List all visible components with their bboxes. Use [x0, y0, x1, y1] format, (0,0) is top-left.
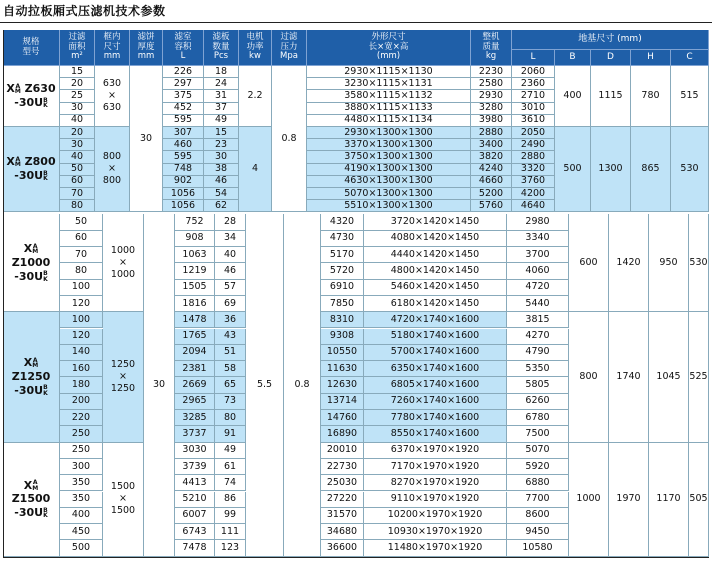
table-row-weight: 4660: [471, 176, 512, 188]
table-row-volume: 460: [163, 139, 204, 151]
header-model: 规格 型号: [3, 30, 60, 66]
table-row-plates: 49: [215, 443, 246, 459]
table-row-weight: 16890: [321, 426, 364, 442]
table-row-size: 4190×1300×1300: [307, 164, 471, 176]
table-row-weight: 5200: [471, 188, 512, 200]
table-row-l: 4060: [507, 263, 569, 279]
table-row-plates: 57: [215, 280, 246, 296]
header-frame-size: 框内 尺寸 mm: [95, 30, 130, 66]
table-row-plates: 73: [215, 394, 246, 410]
table-row-l: 3610: [512, 115, 555, 127]
table-row-l: 5920: [507, 459, 569, 475]
table-row-l: 5350: [507, 361, 569, 377]
frame-size-1: 800 × 800: [95, 127, 130, 212]
table-row-plates: 61: [215, 459, 246, 475]
table-row-plates: 24: [204, 78, 239, 90]
table-row-size: 4440×1420×1450: [364, 247, 507, 263]
table-row-weight: 2930: [471, 90, 512, 102]
foundation-d-1: 1300: [591, 127, 631, 212]
table-row-l: 4790: [507, 345, 569, 361]
table-row-volume: 1478: [175, 312, 215, 328]
table-row-area: 60: [60, 176, 95, 188]
header-motor-power: 电机 功率 kw: [239, 30, 272, 66]
table-row-size: 4720×1740×1600: [364, 312, 507, 328]
table-row-weight: 34680: [321, 524, 364, 540]
table-row-weight: 25030: [321, 475, 364, 491]
table-row-volume: 595: [163, 115, 204, 127]
table-row-plates: 99: [215, 508, 246, 524]
table-row-area: 70: [60, 188, 95, 200]
table-row-size: 4080×1420×1450: [364, 231, 507, 247]
table-row-size: 8270×1970×1920: [364, 475, 507, 491]
table-row-area: 80: [60, 200, 95, 212]
model-name-1: [3, 127, 60, 212]
table-row-plates: 69: [215, 296, 246, 312]
table-row-size: 10930×1970×1920: [364, 524, 507, 540]
table-row-size: 5510×1300×1300: [307, 200, 471, 212]
table-row-area: 180: [60, 377, 103, 393]
foundation-c-4: 505: [689, 443, 709, 557]
table-row-l: 2060: [512, 66, 555, 78]
table-row-plates: 58: [215, 361, 246, 377]
table-row-volume: 1505: [175, 280, 215, 296]
table-row-weight: 5760: [471, 200, 512, 212]
motor-power-bottom: 5.5: [246, 214, 284, 556]
bottom-border: [3, 557, 709, 558]
table-row-plates: 62: [204, 200, 239, 212]
table-row-area: 50: [60, 214, 103, 230]
table-row-area: 20: [60, 127, 95, 139]
foundation-h-4: 1170: [649, 443, 689, 557]
table-row-l: 10580: [507, 540, 569, 556]
foundation-h-1: 865: [631, 127, 671, 212]
table-row-size: 2930×1115×1130: [307, 66, 471, 78]
table-row-size: 9110×1970×1920: [364, 492, 507, 508]
table-row-size: 8550×1740×1600: [364, 426, 507, 442]
table-row-size: 6180×1420×1450: [364, 296, 507, 312]
table-row-plates: 111: [215, 524, 246, 540]
table-row-l: 3010: [512, 103, 555, 115]
table-row-l: 3320: [512, 164, 555, 176]
table-row-volume: 452: [163, 103, 204, 115]
table-row-l: 6780: [507, 410, 569, 426]
table-row-l: 6880: [507, 475, 569, 491]
table-row-weight: 2580: [471, 78, 512, 90]
table-row-l: 7700: [507, 492, 569, 508]
model-name-0: [3, 66, 60, 127]
table-row-l: 2360: [512, 78, 555, 90]
table-row-plates: 123: [215, 540, 246, 556]
foundation-b-4: 1000: [569, 443, 609, 557]
table-row-size: 7170×1970×1920: [364, 459, 507, 475]
foundation-c-1: 530: [671, 127, 709, 212]
table-row-area: 40: [60, 115, 95, 127]
foundation-d-2: 1420: [609, 214, 649, 312]
table-row-weight: 3980: [471, 115, 512, 127]
table-row-l: 7500: [507, 426, 569, 442]
table-row-area: 300: [60, 459, 103, 475]
table-row-l: 5070: [507, 443, 569, 459]
table-row-area: 220: [60, 410, 103, 426]
model-name-3: [3, 312, 60, 442]
filter-pressure-bottom: 0.8: [284, 214, 321, 556]
table-row-size: 3880×1115×1133: [307, 103, 471, 115]
table-row-weight: 11630: [321, 361, 364, 377]
table-row-area: 60: [60, 231, 103, 247]
table-row-volume: 2669: [175, 377, 215, 393]
table-row-plates: 46: [215, 263, 246, 279]
table-row-volume: 1816: [175, 296, 215, 312]
table-row-l: 4720: [507, 280, 569, 296]
table-row-weight: 8310: [321, 312, 364, 328]
foundation-b-0: 400: [555, 66, 591, 127]
table-row-area: 70: [60, 247, 103, 263]
motor-power-1: 4: [239, 127, 272, 212]
table-row-size: 4480×1115×1134: [307, 115, 471, 127]
table-row-volume: 595: [163, 151, 204, 163]
table-row-l: 9450: [507, 524, 569, 540]
model-line1: X A M Z630: [6, 82, 56, 96]
table-row-volume: 7478: [175, 540, 215, 556]
table-row-volume: 4413: [175, 475, 215, 491]
table-row-size: 4800×1420×1450: [364, 263, 507, 279]
model-name-4: [3, 443, 60, 557]
table-row-volume: 6743: [175, 524, 215, 540]
header-thickness: 滤饼 厚度 mm: [130, 30, 163, 66]
table-row-area: 350: [60, 475, 103, 491]
table-row-weight: 5720: [321, 263, 364, 279]
model-line2: -30U B K: [14, 269, 48, 283]
table-row-area: 200: [60, 394, 103, 410]
table-row-volume: 2094: [175, 345, 215, 361]
table-row-weight: 31570: [321, 508, 364, 524]
table-row-size: 3230×1115×1131: [307, 78, 471, 90]
foundation-c-3: 525: [689, 312, 709, 442]
model-line2: -30U B K: [14, 169, 48, 183]
table-row-volume: 3285: [175, 410, 215, 426]
table-row-weight: 22730: [321, 459, 364, 475]
table-row-volume: 375: [163, 90, 204, 102]
table-row-l: 4640: [512, 200, 555, 212]
table-row-plates: 74: [215, 475, 246, 491]
table-row-weight: 20010: [321, 443, 364, 459]
header-foundation-l: L: [512, 50, 555, 66]
model-line2: -30U B K: [14, 383, 48, 397]
title-divider: [0, 22, 712, 23]
table-row-size: 5070×1300×1300: [307, 188, 471, 200]
filter-pressure-top: 0.8: [272, 66, 307, 212]
table-row-volume: 3739: [175, 459, 215, 475]
table-row-plates: 18: [204, 66, 239, 78]
header-foundation-c: C: [671, 50, 709, 66]
header-foundation-size: 地基尺寸 (mm): [512, 30, 709, 50]
frame-size-0: 630 × 630: [95, 66, 130, 127]
header-plate-count: 滤板 数量 Pcs: [204, 30, 239, 66]
table-row-area: 400: [60, 508, 103, 524]
table-row-size: 10200×1970×1920: [364, 508, 507, 524]
table-row-weight: 10550: [321, 345, 364, 361]
table-row-volume: 1765: [175, 329, 215, 345]
page-title: 自动拉板厢式压滤机技术参数: [3, 4, 166, 18]
table-row-l: 5805: [507, 377, 569, 393]
frame-size-4: 1500 × 1500: [103, 443, 144, 557]
model-line2: -30U B K: [14, 96, 48, 109]
foundation-b-1: 500: [555, 127, 591, 212]
header-foundation-h: H: [631, 50, 671, 66]
table-row-area: 350: [60, 492, 103, 508]
table-row-plates: 51: [215, 345, 246, 361]
table-row-area: 160: [60, 361, 103, 377]
table-row-size: 3580×1115×1132: [307, 90, 471, 102]
table-row-volume: 307: [163, 127, 204, 139]
table-row-area: 250: [60, 443, 103, 459]
table-row-area: 15: [60, 66, 95, 78]
table-row-plates: 36: [215, 312, 246, 328]
model-line2: -30U B K: [14, 506, 48, 520]
header-filter-pressure: 过滤 压力 Mpa: [272, 30, 307, 66]
table-row-weight: 12630: [321, 377, 364, 393]
table-row-l: 3700: [507, 247, 569, 263]
table-row-l: 3815: [507, 312, 569, 328]
table-row-plates: 65: [215, 377, 246, 393]
table-row-plates: 54: [204, 188, 239, 200]
table-row-size: 5700×1740×1600: [364, 345, 507, 361]
table-row-l: 8600: [507, 508, 569, 524]
foundation-h-0: 780: [631, 66, 671, 127]
table-row-size: 5180×1740×1600: [364, 329, 507, 345]
table-row-l: 2980: [507, 214, 569, 230]
table-row-volume: 226: [163, 66, 204, 78]
table-row-weight: 4320: [321, 214, 364, 230]
table-row-size: 3370×1300×1300: [307, 139, 471, 151]
table-row-plates: 37: [204, 103, 239, 115]
table-row-weight: 4240: [471, 164, 512, 176]
filter-thickness-top: 30: [130, 66, 163, 212]
table-row-weight: 9308: [321, 329, 364, 345]
foundation-b-2: 600: [569, 214, 609, 312]
table-row-size: 6350×1740×1600: [364, 361, 507, 377]
table-row-plates: 30: [204, 151, 239, 163]
table-row-area: 500: [60, 540, 103, 556]
table-row-plates: 34: [215, 231, 246, 247]
table-row-plates: 40: [215, 247, 246, 263]
table-row-l: 6260: [507, 394, 569, 410]
table-row-weight: 2230: [471, 66, 512, 78]
table-row-area: 80: [60, 263, 103, 279]
table-row-weight: 3280: [471, 103, 512, 115]
table-row-l: 4270: [507, 329, 569, 345]
table-row-area: 250: [60, 426, 103, 442]
table-row-l: 2710: [512, 90, 555, 102]
table-row-volume: 748: [163, 164, 204, 176]
table-row-size: 6805×1740×1600: [364, 377, 507, 393]
table-row-plates: 80: [215, 410, 246, 426]
table-row-volume: 3030: [175, 443, 215, 459]
table-row-area: 30: [60, 103, 95, 115]
table-row-l: 4200: [512, 188, 555, 200]
header-weight: 整机 质量 kg: [471, 30, 512, 66]
table-row-size: 2930×1300×1300: [307, 127, 471, 139]
table-row-plates: 28: [215, 214, 246, 230]
header-foundation-b: B: [555, 50, 591, 66]
table-row-weight: 5170: [321, 247, 364, 263]
table-row-plates: 43: [215, 329, 246, 345]
table-row-volume: 6007: [175, 508, 215, 524]
table-row-area: 100: [60, 312, 103, 328]
table-row-weight: 4730: [321, 231, 364, 247]
foundation-h-2: 950: [649, 214, 689, 312]
table-row-volume: 1063: [175, 247, 215, 263]
table-row-weight: 2880: [471, 127, 512, 139]
table-row-weight: 13714: [321, 394, 364, 410]
header-chamber-volume: 滤室 容积 L: [163, 30, 204, 66]
table-row-area: 30: [60, 139, 95, 151]
table-row-area: 40: [60, 151, 95, 163]
table-row-l: 3760: [512, 176, 555, 188]
table-row-weight: 7850: [321, 296, 364, 312]
foundation-h-3: 1045: [649, 312, 689, 442]
table-row-volume: 908: [175, 231, 215, 247]
table-row-plates: 86: [215, 492, 246, 508]
table-row-volume: 2381: [175, 361, 215, 377]
table-row-size: 5460×1420×1450: [364, 280, 507, 296]
foundation-c-0: 515: [671, 66, 709, 127]
filter-thickness-bottom: 30: [144, 214, 175, 556]
table-row-l: 2490: [512, 139, 555, 151]
left-border: [3, 30, 4, 557]
table-row-volume: 1056: [163, 188, 204, 200]
model-line1: X A M Z1250: [11, 356, 51, 383]
table-row-area: 100: [60, 280, 103, 296]
table-row-area: 20: [60, 78, 95, 90]
table-row-weight: 36600: [321, 540, 364, 556]
table-row-volume: 1219: [175, 263, 215, 279]
table-row-weight: 14760: [321, 410, 364, 426]
table-row-size: 3750×1300×1300: [307, 151, 471, 163]
table-row-area: 120: [60, 296, 103, 312]
table-row-l: 5440: [507, 296, 569, 312]
header-foundation-d: D: [591, 50, 631, 66]
table-row-volume: 902: [163, 176, 204, 188]
table-row-area: 50: [60, 164, 95, 176]
table-row-volume: 1056: [163, 200, 204, 212]
motor-power-0: 2.2: [239, 66, 272, 127]
table-row-weight: 3820: [471, 151, 512, 163]
table-row-volume: 752: [175, 214, 215, 230]
table-row-area: 120: [60, 329, 103, 345]
table-row-area: 450: [60, 524, 103, 540]
foundation-d-0: 1115: [591, 66, 631, 127]
table-row-l: 2880: [512, 151, 555, 163]
table-row-plates: 31: [204, 90, 239, 102]
table-row-area: 140: [60, 345, 103, 361]
table-row-size: 6370×1970×1920: [364, 443, 507, 459]
table-row-plates: 91: [215, 426, 246, 442]
table-row-area: 25: [60, 90, 95, 102]
table-row-size: 4630×1300×1300: [307, 176, 471, 188]
model-name-2: [3, 214, 60, 312]
table-row-l: 2050: [512, 127, 555, 139]
table-row-volume: 297: [163, 78, 204, 90]
table-row-weight: 3400: [471, 139, 512, 151]
table-row-weight: 6910: [321, 280, 364, 296]
header-area: 过滤 面积 m²: [60, 30, 95, 66]
table-row-weight: 27220: [321, 492, 364, 508]
table-row-plates: 38: [204, 164, 239, 176]
table-row-size: 11480×1970×1920: [364, 540, 507, 556]
table-row-plates: 23: [204, 139, 239, 151]
table-row-size: 7260×1740×1600: [364, 394, 507, 410]
model-line1: X A M Z1500: [11, 478, 51, 506]
table-row-size: 7780×1740×1600: [364, 410, 507, 426]
frame-size-3: 1250 × 1250: [103, 312, 144, 442]
table-row-plates: 46: [204, 176, 239, 188]
foundation-d-4: 1970: [609, 443, 649, 557]
foundation-b-3: 800: [569, 312, 609, 442]
table-row-volume: 2965: [175, 394, 215, 410]
foundation-d-3: 1740: [609, 312, 649, 442]
table-row-plates: 15: [204, 127, 239, 139]
header-overall-size: 外形尺寸 长×宽×高 (mm): [307, 30, 471, 66]
table-row-volume: 5210: [175, 492, 215, 508]
foundation-c-2: 530: [689, 214, 709, 312]
model-line1: X A M Z1000: [11, 242, 51, 269]
table-row-volume: 3737: [175, 426, 215, 442]
frame-size-2: 1000 × 1000: [103, 214, 144, 312]
table-row-plates: 49: [204, 115, 239, 127]
model-line1: X A M Z800: [6, 155, 56, 169]
table-row-l: 3340: [507, 231, 569, 247]
table-row-size: 3720×1420×1450: [364, 214, 507, 230]
